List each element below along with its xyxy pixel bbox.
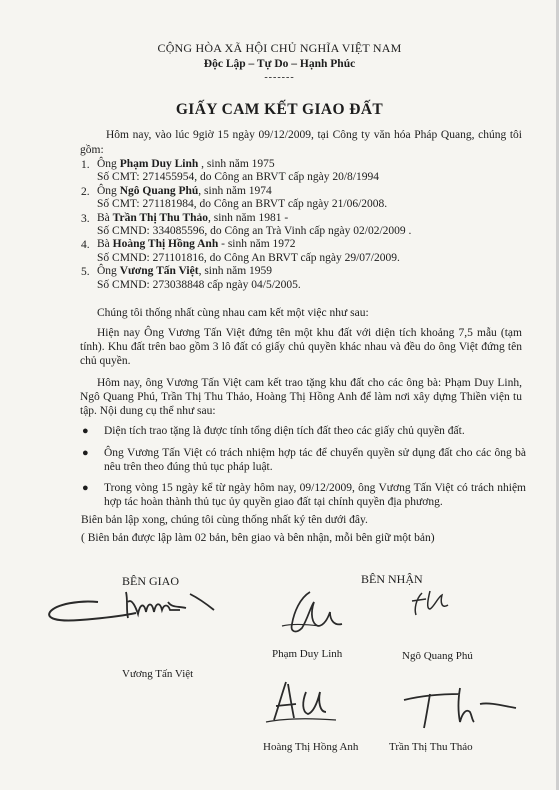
party-title: Bà [97, 238, 113, 251]
receiver-name: Phạm Duy Linh [272, 648, 343, 660]
intro-paragraph: Hôm nay, vào lúc 9giờ 15 ngày 09/12/2009, tại Công ty văn hóa Pháp Quang, chúng tôi gồm: [80, 129, 522, 156]
party-name: Ngô Quang Phú [119, 184, 199, 197]
bullet-text: Ông Vương Tấn Việt có trách nhiệm hợp tác để chuyển quyền sử dụng đất cho các ông bà nêu trên theo đúng thủ tục pháp luật. [104, 447, 526, 473]
bullet-icon: ● [82, 447, 89, 459]
donation-paragraph: Hôm nay, ông Vương Tấn Việt cam kết trao tặng khu đất cho các ông bà: Phạm Duy Linh, Ngô Quang Phú, Trần Thị Thu Thảo, Hoàng Thị Hồng Anh để làm nơi xây dựng Thiền viện tu tập. Nội dung cụ thể như sau: [80, 377, 522, 417]
party-number: 1. [81, 159, 90, 171]
receiver-name: Trần Thị Thu Thảo [389, 741, 473, 753]
giver-signature [40, 588, 230, 628]
receiver-label: BÊN NHẬN [361, 572, 423, 586]
party-item [81, 238, 521, 265]
bullet-item [82, 424, 526, 438]
party-birth: , sinh năm 1975 [198, 158, 275, 170]
agreement-intro: Chúng tôi thống nhất cùng nhau cam kết một việc như sau: [97, 307, 369, 319]
copies-note: ( Biên bản được lập làm 02 bản, bên giao và bên nhận, mỗi bên giữ một bản) [81, 532, 435, 544]
document-title: GIẤY CAM KẾT GIAO ĐẤT [175, 101, 384, 118]
party-number: 3. [81, 212, 90, 225]
party-id: Số CMT: 271455954, do Công an BRVT cấp ngày 20/8/1994 [97, 171, 379, 184]
party-birth: , sinh năm 1974 [198, 184, 272, 197]
receiver-name: Ngô Quang Phú [402, 650, 473, 662]
party-birth: - sinh năm 1972 [218, 238, 296, 251]
party-name: Vương Tấn Việt [119, 265, 199, 278]
party-title: Ông [97, 265, 120, 278]
republic-heading: CỘNG HÒA XÃ HỘI CHỦ NGHĨA VIỆT NAM [157, 41, 402, 55]
party-id: Số CMND: 334085596, do Công an Trà Vinh cấp ngày 02/02/2009 . [97, 225, 412, 238]
party-number: 4. [81, 239, 90, 252]
party-name: Trần Thị Thu Thảo [112, 211, 209, 224]
giver-label: BÊN GIAO [122, 574, 179, 588]
bullet-text: Diện tích trao tặng là được tính tổng diện tích đất theo các giấy chủ quyền đất. [104, 425, 465, 437]
party-item [81, 265, 521, 292]
bullet-item [82, 481, 526, 509]
bullet-icon: ● [82, 425, 89, 437]
party-number: 2. [81, 185, 90, 198]
party-id: Số CMND: 271101816, do Công An BRVT cấp ngày 29/07/2009. [97, 251, 400, 264]
party-birth: , sinh năm 1981 - [208, 211, 289, 224]
tran-thi-thu-thao-signature [400, 684, 520, 734]
pham-duy-linh-signature [280, 588, 360, 638]
header-separator: ------- [264, 72, 295, 83]
giver-name: Vương Tấn Việt [122, 668, 194, 680]
party-title: Ông [97, 184, 120, 197]
hoang-thi-hong-anh-signature [266, 678, 356, 734]
land-description-paragraph: Hiện nay Ông Vương Tấn Việt đứng tên một khu đất với diện tích khoảng 7,5 mẫu (tạm tính). Khu đất trên bao gồm 3 lô đất có giấy chủ quyền khác nhau và đều do ông Việt đứng tên chủ quyền. [80, 327, 522, 367]
party-item [81, 212, 521, 239]
closing-statement: Biên bản lập xong, chúng tôi cùng thống nhất ký tên dưới đây. [81, 514, 368, 526]
party-name: Phạm Duy Linh [119, 158, 199, 170]
party-item [81, 185, 521, 212]
bullet-icon: ● [82, 482, 89, 494]
ngo-quang-phu-signature [404, 589, 464, 619]
party-title: Bà [97, 211, 113, 224]
party-title: Ông [97, 158, 120, 170]
motto: Độc Lập – Tự Do – Hạnh Phúc [203, 58, 356, 70]
party-birth: , sinh năm 1959 [198, 265, 273, 278]
bullet-text: Trong vòng 15 ngày kể từ ngày hôm nay, 09/12/2009, ông Vương Tấn Việt có trách nhiệm hợp tác hoàn thành thủ tục ủy quyền giao đất tại chính quyền địa phương. [104, 482, 526, 508]
party-id: Số CMT: 271181984, do Công an BRVT cấp ngày 21/06/2008. [97, 198, 388, 211]
party-number: 5. [81, 266, 90, 279]
party-list [81, 158, 521, 292]
party-item [81, 158, 521, 185]
receiver-name: Hoàng Thị Hồng Anh [263, 741, 359, 753]
party-name: Hoàng Thị Hồng Anh [112, 238, 219, 251]
party-id: Số CMND: 273038848 cấp ngày 04/5/2005. [97, 278, 301, 291]
bullet-item [82, 446, 526, 474]
